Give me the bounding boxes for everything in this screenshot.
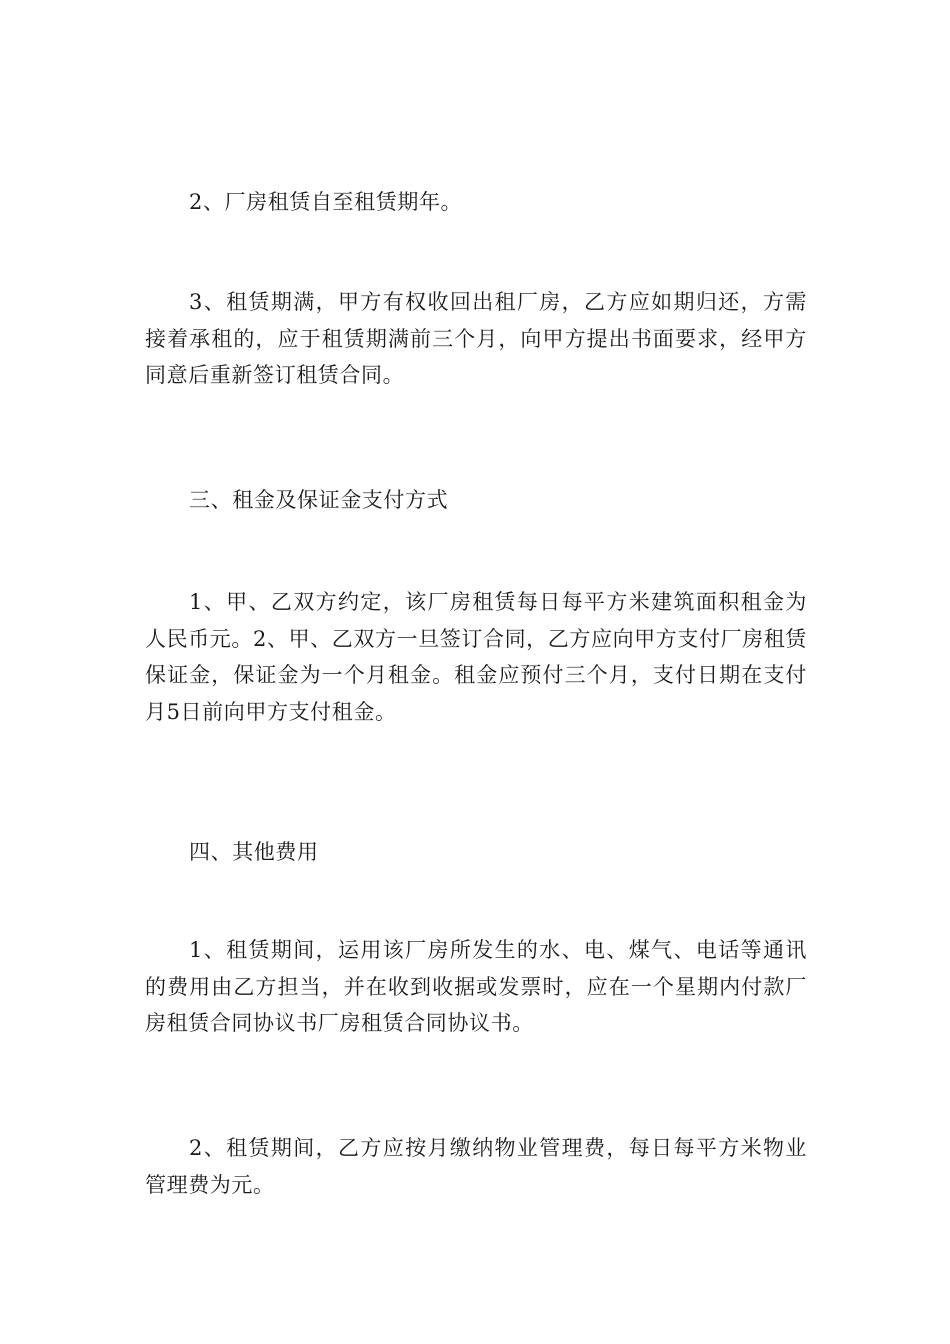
clause-management-fee: 2、租赁期间，乙方应按月缴纳物业管理费，每日每平方米物业管理费为元。 [145, 1136, 807, 1197]
clause-rent-deposit: 1、甲、乙双方约定，该厂房租赁每日每平方米建筑面积租金为人民币元。2、甲、乙双方一旦签订合同，乙方应向甲方支付厂房租赁保证金，保证金为一个月租金。租金应预付三个月，支付日期在支付月5日前向甲方支付租金。 [145, 590, 807, 724]
section-heading-other-fees: 四、其他费用 [189, 840, 319, 864]
section-heading-rent-deposit: 三、租金及保证金支付方式 [189, 488, 449, 512]
clause-lease-expiry: 3、租赁期满，甲方有权收回出租厂房，乙方应如期归还，方需接着承租的，应于租赁期满前三个月，向甲方提出书面要求，经甲方同意后重新签订租赁合同。 [145, 290, 807, 387]
clause-lease-term: 2、厂房租赁自至租赁期年。 [189, 190, 463, 214]
clause-utilities: 1、租赁期间，运用该厂房所发生的水、电、煤气、电话等通讯的费用由乙方担当，并在收到收据或发票时，应在一个星期内付款厂房租赁合同协议书厂房租赁合同协议书。 [145, 938, 807, 1035]
